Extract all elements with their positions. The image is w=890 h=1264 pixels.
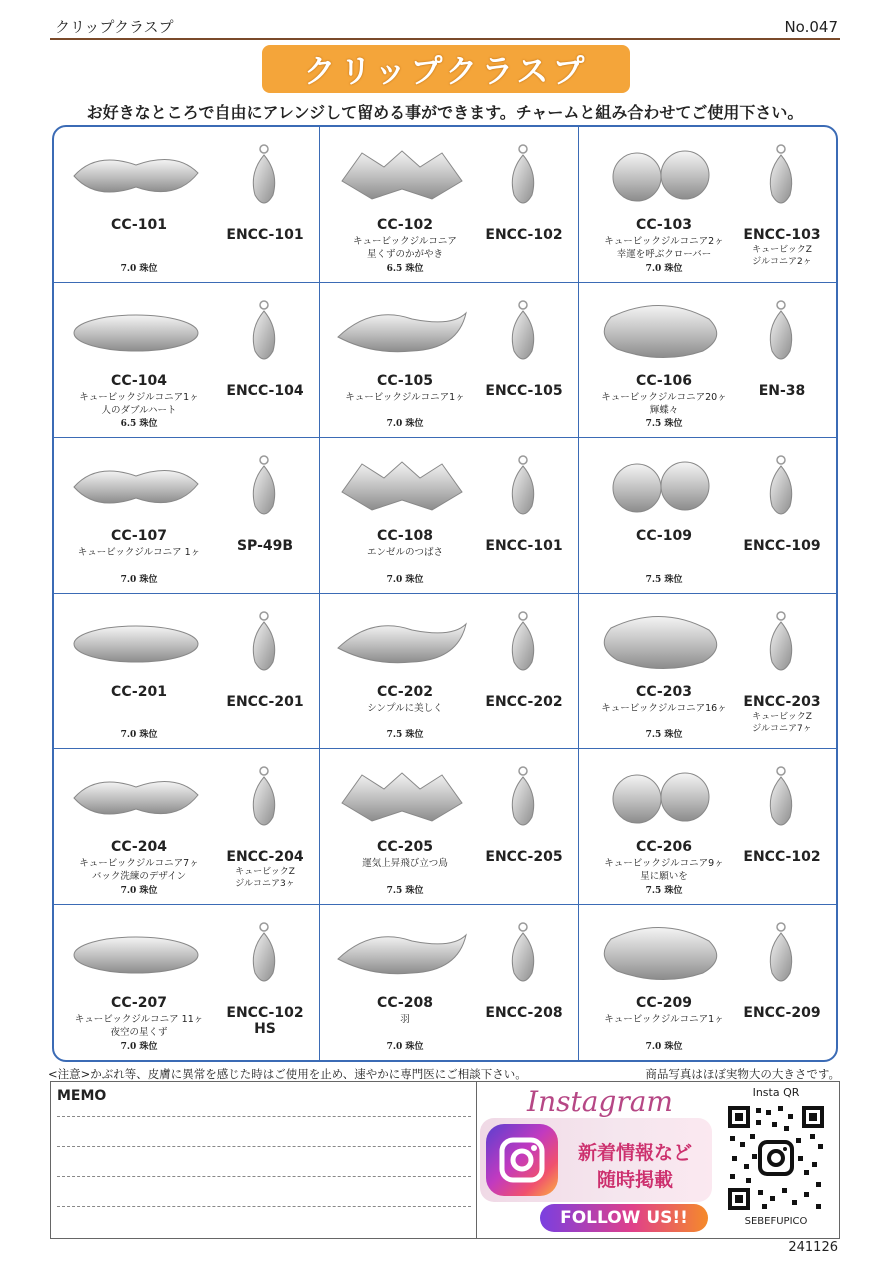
catalog-number: No.047 bbox=[784, 18, 838, 36]
header-title: クリップクラスプ bbox=[55, 18, 174, 36]
photo-size-note: 商品写真はほぼ実物大の大きさです。 bbox=[645, 1067, 840, 1081]
product-cell bbox=[579, 905, 836, 1061]
product-description: シンプルに美しく bbox=[367, 702, 443, 714]
product-code: CC-105 bbox=[377, 372, 433, 389]
charm-image bbox=[756, 139, 806, 219]
memo-area bbox=[51, 1082, 477, 1238]
memo-line bbox=[57, 1146, 471, 1147]
product-cell bbox=[54, 438, 320, 594]
product-description: キュービックジルコニア 星くずのかがやき bbox=[353, 236, 457, 260]
product-code: CC-109 bbox=[636, 528, 692, 544]
product-code: CC-106 bbox=[636, 372, 692, 389]
product-cell bbox=[54, 905, 320, 1061]
product-description: キュービックジルコニア 11ヶ 夜空の星くず bbox=[74, 1013, 204, 1038]
charm-description: キュービックZ ジルコニア2ヶ bbox=[752, 245, 812, 267]
pearl-size: 7.0 珠位 bbox=[386, 1042, 424, 1052]
product-code: CC-209 bbox=[636, 994, 692, 1011]
product-cell bbox=[320, 905, 579, 1061]
pearl-size: 6.5 珠位 bbox=[120, 419, 158, 429]
date-code: 241126 bbox=[788, 1240, 838, 1255]
charm-code: ENCC-101 bbox=[485, 538, 563, 554]
qr-code-icon[interactable] bbox=[726, 1104, 826, 1212]
product-code: CC-203 bbox=[636, 683, 692, 700]
instagram-logo-icon bbox=[486, 1124, 558, 1196]
instagram-account: SEBEFUPICO bbox=[744, 1216, 808, 1227]
product-cell bbox=[54, 594, 320, 750]
memo-line bbox=[57, 1206, 471, 1207]
clip-clasp-image bbox=[332, 608, 472, 678]
charm-code: ENCC-102 bbox=[743, 849, 821, 865]
charm-image bbox=[756, 761, 806, 841]
pearl-size: 7.5 珠位 bbox=[645, 419, 683, 429]
product-code: CC-202 bbox=[377, 683, 433, 700]
product-cell bbox=[320, 283, 579, 439]
product-code: CC-101 bbox=[111, 217, 167, 233]
caution-notice: <注意>かぶれ等、皮膚に異常を感じた時はご使用を止め、速やかに専門医にご相談下さい。 bbox=[48, 1067, 527, 1081]
charm-code: SP-49B bbox=[236, 538, 294, 554]
clip-clasp-image bbox=[66, 608, 206, 678]
pearl-size: 7.5 珠位 bbox=[386, 885, 424, 896]
product-description: キュービックジルコニア2ヶ 幸運を呼ぶクローバー bbox=[604, 236, 724, 260]
charm-code: ENCC-205 bbox=[485, 849, 563, 865]
charm-code: ENCC-104 bbox=[226, 382, 304, 399]
clip-clasp-image bbox=[66, 763, 206, 833]
product-code: CC-102 bbox=[377, 217, 433, 233]
pearl-size: 7.5 珠位 bbox=[645, 885, 683, 896]
charm-code: ENCC-103 bbox=[743, 227, 821, 243]
pearl-size: 6.5 珠位 bbox=[386, 263, 424, 274]
product-code: CC-208 bbox=[377, 994, 433, 1011]
charm-image bbox=[239, 139, 289, 219]
product-description: キュービックジルコニア1ヶ 人のダブルハート bbox=[79, 391, 199, 416]
pearl-size: 7.0 珠位 bbox=[386, 419, 424, 429]
product-description: キュービックジルコニア1ヶ bbox=[604, 1013, 724, 1025]
clip-clasp-image bbox=[332, 919, 472, 989]
product-description: キュービックジルコニア7ヶ バック洗練のデザイン bbox=[79, 858, 199, 882]
charm-image bbox=[498, 917, 548, 997]
product-description: キュービックジルコニア20ヶ 輝蝶々 bbox=[601, 391, 727, 416]
header-divider bbox=[50, 38, 840, 40]
pearl-size: 7.5 珠位 bbox=[645, 730, 683, 740]
charm-image bbox=[239, 450, 289, 530]
charm-image bbox=[756, 295, 806, 375]
product-cell bbox=[54, 127, 320, 283]
charm-code: ENCC-209 bbox=[743, 1004, 821, 1021]
charm-image bbox=[756, 606, 806, 686]
pearl-size: 7.0 珠位 bbox=[120, 1042, 158, 1052]
product-cell bbox=[54, 283, 320, 439]
pearl-size: 7.0 珠位 bbox=[120, 885, 158, 896]
product-description: キュービックジルコニア9ヶ 星に願いを bbox=[604, 858, 724, 882]
clip-clasp-image bbox=[66, 919, 206, 989]
product-description: 羽 bbox=[400, 1013, 410, 1025]
product-description: キュービックジルコニア1ヶ bbox=[345, 391, 465, 403]
charm-code: ENCC-101 bbox=[226, 227, 304, 243]
clip-clasp-image bbox=[591, 763, 731, 833]
product-cell bbox=[579, 127, 836, 283]
footer-panel bbox=[50, 1081, 840, 1239]
product-code: CC-205 bbox=[377, 839, 433, 855]
product-cell bbox=[579, 438, 836, 594]
product-description: キュービックジルコニア16ヶ bbox=[601, 702, 727, 714]
clip-clasp-image bbox=[591, 141, 731, 211]
clip-clasp-image bbox=[66, 452, 206, 522]
charm-image bbox=[239, 917, 289, 997]
banner-title: クリップクラスプ bbox=[303, 52, 589, 90]
product-code: CC-207 bbox=[111, 994, 167, 1011]
charm-description: キュービックZ ジルコニア3ヶ bbox=[235, 867, 295, 889]
product-cell bbox=[320, 127, 579, 283]
charm-image bbox=[239, 295, 289, 375]
product-cell bbox=[320, 749, 579, 905]
charm-image bbox=[498, 450, 548, 530]
charm-image bbox=[498, 139, 548, 219]
clip-clasp-image bbox=[332, 297, 472, 367]
charm-image bbox=[498, 761, 548, 841]
clip-clasp-image bbox=[332, 141, 472, 211]
product-cell bbox=[320, 438, 579, 594]
clip-clasp-image bbox=[591, 608, 731, 678]
instagram-title: Instagram bbox=[527, 1085, 673, 1118]
charm-image bbox=[756, 450, 806, 530]
charm-image bbox=[239, 606, 289, 686]
clip-clasp-image bbox=[591, 452, 731, 522]
charm-image bbox=[498, 295, 548, 375]
charm-code: ENCC-201 bbox=[226, 693, 304, 710]
clip-clasp-image bbox=[332, 763, 472, 833]
clip-clasp-image bbox=[591, 919, 731, 989]
title-banner bbox=[262, 45, 630, 93]
product-grid bbox=[52, 125, 838, 1062]
charm-code: ENCC-204 bbox=[226, 849, 304, 865]
product-code: CC-206 bbox=[636, 839, 692, 855]
pearl-size: 7.0 珠位 bbox=[120, 263, 158, 274]
pearl-size: 7.0 珠位 bbox=[645, 263, 683, 274]
clip-clasp-image bbox=[591, 297, 731, 367]
follow-us-button[interactable]: FOLLOW US!! bbox=[540, 1204, 708, 1232]
product-code: CC-103 bbox=[636, 217, 692, 233]
instagram-line1: 新着情報など bbox=[577, 1142, 692, 1164]
product-code: CC-104 bbox=[111, 372, 167, 389]
product-cell bbox=[579, 283, 836, 439]
product-cell bbox=[579, 749, 836, 905]
charm-image bbox=[756, 917, 806, 997]
pearl-size: 7.0 珠位 bbox=[645, 1042, 683, 1052]
instagram-line2: 随時掲載 bbox=[596, 1169, 673, 1191]
charm-code: EN-38 bbox=[758, 382, 806, 399]
instagram-message bbox=[560, 1140, 710, 1194]
subtitle: お好きなところで自由にアレンジして留める事ができます。チャームと組み合わせてご使用下さい。 bbox=[86, 103, 804, 122]
qr-label: Insta QR bbox=[752, 1086, 800, 1099]
pearl-size: 7.5 珠位 bbox=[386, 730, 424, 740]
product-code: CC-107 bbox=[111, 528, 167, 544]
charm-image bbox=[239, 761, 289, 841]
charm-code: ENCC-105 bbox=[485, 382, 563, 399]
pearl-size: 7.5 珠位 bbox=[645, 574, 683, 585]
charm-code: ENCC-202 bbox=[485, 693, 563, 710]
product-description: 運気上昇飛び立つ鳥 bbox=[362, 858, 448, 869]
product-cell bbox=[54, 749, 320, 905]
charm-description: キュービックZ ジルコニア7ヶ bbox=[752, 711, 812, 734]
memo-label: MEMO bbox=[57, 1088, 107, 1104]
memo-line bbox=[57, 1116, 471, 1117]
charm-image bbox=[498, 606, 548, 686]
clip-clasp-image bbox=[332, 452, 472, 522]
charm-code: ENCC-102 bbox=[485, 227, 563, 243]
product-description: キュービックジルコニア 1ヶ bbox=[77, 547, 201, 558]
pearl-size: 7.0 珠位 bbox=[120, 574, 158, 585]
charm-code: ENCC-203 bbox=[743, 693, 821, 710]
pearl-size: 7.0 珠位 bbox=[120, 730, 158, 740]
clip-clasp-image bbox=[66, 297, 206, 367]
product-cell bbox=[579, 594, 836, 750]
pearl-size: 7.0 珠位 bbox=[386, 574, 424, 585]
charm-code: ENCC-102 HS bbox=[226, 1004, 304, 1037]
product-code: CC-201 bbox=[111, 683, 167, 700]
product-code: CC-204 bbox=[111, 839, 167, 855]
clip-clasp-image bbox=[66, 141, 206, 211]
product-cell bbox=[320, 594, 579, 750]
product-description: エンゼルのつばさ bbox=[366, 547, 443, 558]
memo-line bbox=[57, 1176, 471, 1177]
charm-code: ENCC-208 bbox=[485, 1004, 563, 1021]
product-code: CC-108 bbox=[377, 528, 433, 544]
charm-code: ENCC-109 bbox=[743, 538, 821, 554]
